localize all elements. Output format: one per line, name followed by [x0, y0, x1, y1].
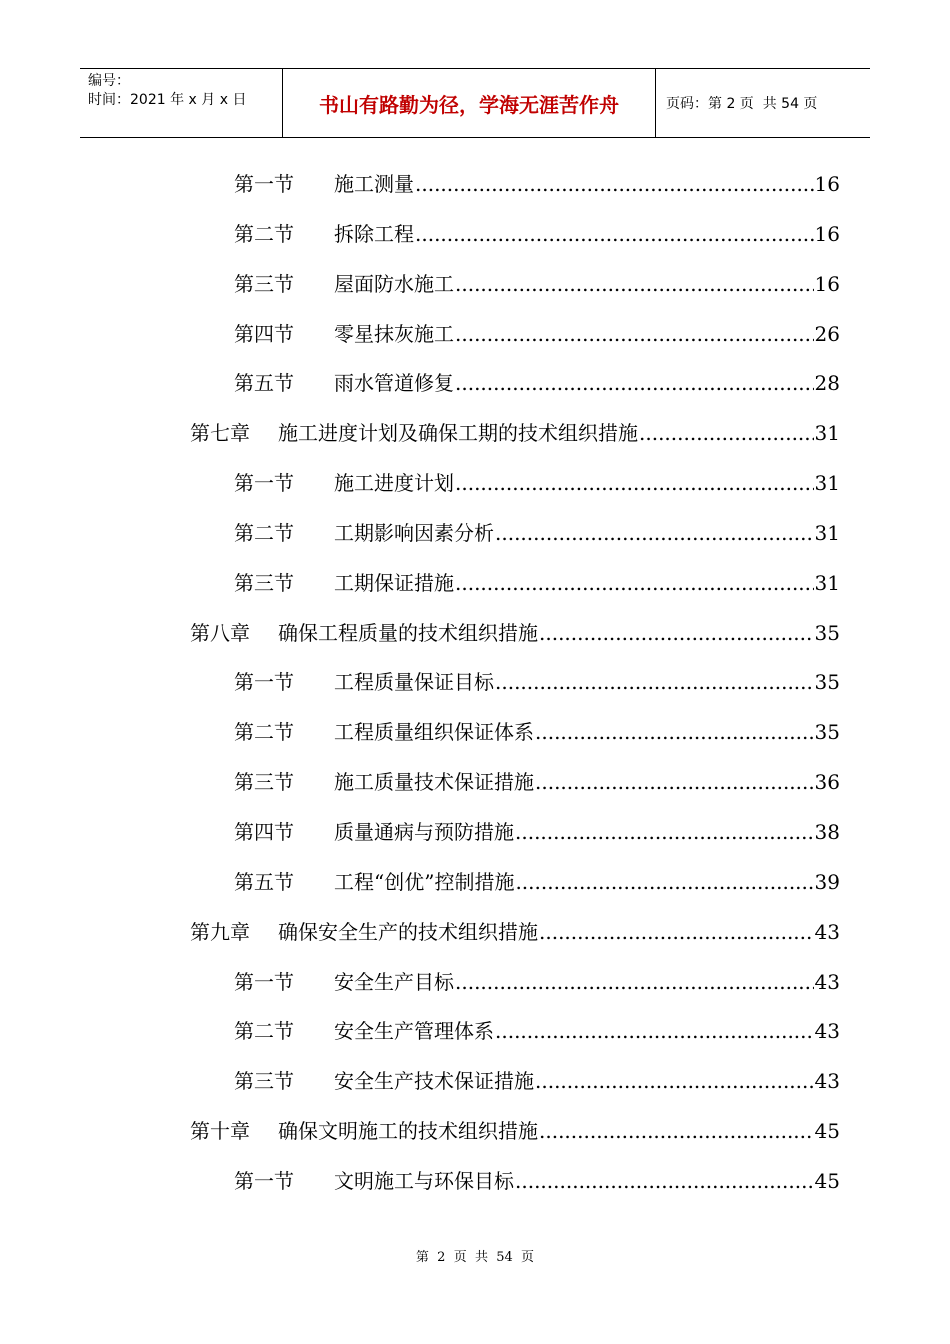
toc-chapter-entry[interactable] — [0, 1112, 950, 1162]
motto-text: 书山有路勤为径，学海无涯苦作舟 — [319, 92, 619, 117]
toc-entry-title: 施工测量 — [334, 172, 414, 196]
toc-entry-number: 第二节 — [234, 720, 294, 745]
number-label: 编号： — [88, 73, 130, 89]
toc-entry-page: 28 — [814, 371, 840, 396]
toc-entry-line — [234, 321, 840, 347]
toc-dot-leader — [495, 520, 814, 546]
toc-entry-title: 工期保证措施 — [334, 570, 454, 595]
toc-entry-page: 36 — [814, 770, 840, 795]
toc-entry-page: 31 — [814, 570, 840, 595]
toc-entry-title: 工程“创优”控制措施 — [334, 869, 515, 894]
toc-entry-page: 26 — [814, 321, 840, 346]
toc-entry-number: 第三节 — [234, 1069, 294, 1094]
toc-chapter-entry[interactable] — [0, 913, 950, 963]
toc-entry-number: 第五节 — [234, 869, 294, 894]
toc-entry-number: 第三节 — [234, 271, 294, 296]
toc-dot-leader — [539, 620, 814, 646]
toc-entry-number: 第一节 — [234, 471, 294, 496]
toc-entry-number: 第四节 — [234, 819, 294, 844]
toc-entry-line — [234, 171, 840, 197]
toc-dot-leader — [515, 1168, 814, 1194]
toc-section-entry[interactable] — [0, 813, 950, 863]
toc-section-entry[interactable] — [0, 265, 950, 315]
toc-section-entry[interactable] — [0, 1162, 950, 1212]
date-label: 时间：2021 年 x 月 x 日 — [88, 92, 247, 108]
toc-entry-title: 安全生产管理体系 — [334, 1019, 494, 1044]
table-of-contents — [0, 165, 950, 1212]
toc-entry-line — [234, 719, 840, 745]
toc-dot-leader — [455, 470, 814, 496]
header-page-info — [656, 69, 870, 137]
toc-entry-page: 43 — [814, 1069, 840, 1094]
toc-dot-leader — [535, 1068, 814, 1094]
toc-entry-page: 16 — [814, 271, 840, 296]
toc-entry-number: 第五节 — [234, 371, 294, 396]
toc-entry-line — [234, 271, 840, 297]
toc-section-entry[interactable] — [0, 315, 950, 365]
toc-dot-leader — [455, 370, 814, 396]
toc-entry-title: 工程质量组织保证体系 — [334, 720, 534, 745]
toc-entry-line — [234, 969, 840, 995]
toc-dot-leader — [535, 719, 814, 745]
toc-entry-page: 16 — [814, 172, 840, 196]
toc-dot-leader — [515, 819, 814, 845]
toc-entry-line — [234, 1168, 840, 1194]
toc-dot-leader — [455, 271, 814, 297]
toc-entry-title: 质量通病与预防措施 — [334, 819, 514, 844]
toc-entry-title: 安全生产目标 — [334, 969, 454, 994]
document-header — [80, 68, 870, 138]
toc-dot-leader — [539, 1118, 814, 1144]
toc-dot-leader — [639, 420, 814, 446]
toc-entry-line — [234, 570, 840, 596]
toc-section-entry[interactable] — [0, 763, 950, 813]
toc-entry-title: 屋面防水施工 — [334, 271, 454, 296]
toc-entry-title: 施工进度计划 — [334, 471, 454, 496]
toc-entry-line — [234, 221, 840, 247]
toc-entry-line — [190, 919, 840, 945]
toc-entry-page: 35 — [814, 670, 840, 695]
toc-entry-number: 第二节 — [234, 221, 294, 246]
toc-entry-title: 确保安全生产的技术组织措施 — [278, 919, 538, 944]
header-motto — [282, 69, 656, 137]
toc-entry-line — [190, 620, 840, 646]
toc-entry-line — [234, 669, 840, 695]
toc-entry-number: 第二节 — [234, 520, 294, 545]
toc-section-entry[interactable] — [0, 514, 950, 564]
toc-entry-title: 工程质量保证目标 — [334, 670, 494, 695]
toc-section-entry[interactable] — [0, 1062, 950, 1112]
toc-entry-line — [234, 470, 840, 496]
toc-entry-title: 零星抹灰施工 — [334, 321, 454, 346]
toc-dot-leader — [455, 969, 814, 995]
page-info-text: 页码：第 2 页 共 54 页 — [666, 96, 818, 112]
toc-entry-title: 拆除工程 — [334, 221, 414, 246]
toc-entry-title: 文明施工与环保目标 — [334, 1168, 514, 1193]
toc-dot-leader — [415, 221, 814, 247]
toc-section-entry[interactable] — [0, 564, 950, 614]
toc-entry-title: 雨水管道修复 — [334, 371, 454, 396]
toc-entry-line — [234, 869, 840, 895]
toc-entry-line — [234, 769, 840, 795]
toc-entry-page: 43 — [814, 1019, 840, 1044]
toc-entry-number: 第一节 — [234, 670, 294, 695]
toc-dot-leader — [515, 869, 813, 895]
toc-entry-line — [234, 370, 840, 396]
toc-chapter-entry[interactable] — [0, 614, 950, 664]
toc-section-entry[interactable] — [0, 963, 950, 1013]
toc-entry-page: 45 — [814, 1168, 840, 1193]
toc-entry-page: 39 — [814, 869, 840, 894]
toc-section-entry[interactable] — [0, 713, 950, 763]
toc-entry-number: 第九章 — [190, 919, 250, 944]
toc-dot-leader — [535, 769, 814, 795]
toc-entry-line — [190, 420, 840, 446]
toc-dot-leader — [455, 321, 814, 347]
toc-entry-page: 31 — [814, 421, 840, 446]
toc-entry-title: 安全生产技术保证措施 — [334, 1069, 534, 1094]
toc-section-entry[interactable] — [0, 464, 950, 514]
toc-entry-line — [234, 1018, 840, 1044]
toc-section-entry[interactable] — [0, 663, 950, 713]
toc-section-entry[interactable] — [0, 364, 950, 414]
toc-entry-line — [234, 819, 840, 845]
toc-entry-number: 第一节 — [234, 172, 294, 196]
toc-dot-leader — [495, 669, 814, 695]
toc-dot-leader — [455, 570, 814, 596]
toc-entry-line — [234, 1068, 840, 1094]
toc-chapter-entry[interactable] — [0, 414, 950, 464]
toc-section-entry[interactable] — [0, 863, 950, 913]
toc-entry-page: 38 — [814, 819, 840, 844]
toc-entry-title: 确保文明施工的技术组织措施 — [278, 1119, 538, 1144]
toc-entry-page: 31 — [814, 520, 840, 545]
toc-dot-leader — [495, 1018, 814, 1044]
toc-entry-title: 施工质量技术保证措施 — [334, 770, 534, 795]
footer-page-number: 第 2 页 共 54 页 — [415, 1250, 535, 1265]
toc-entry-page: 43 — [814, 919, 840, 944]
toc-entry-number: 第一节 — [234, 1168, 294, 1193]
toc-entry-number: 第二节 — [234, 1019, 294, 1044]
toc-entry-title: 确保工程质量的技术组织措施 — [278, 620, 538, 645]
toc-section-entry[interactable] — [0, 165, 950, 215]
toc-entry-line — [234, 520, 840, 546]
toc-entry-title: 工期影响因素分析 — [334, 520, 494, 545]
toc-entry-page: 35 — [814, 620, 840, 645]
header-meta — [80, 69, 282, 137]
toc-dot-leader — [539, 919, 814, 945]
toc-section-entry[interactable] — [0, 1012, 950, 1062]
toc-entry-page: 45 — [814, 1119, 840, 1144]
toc-section-entry[interactable] — [0, 215, 950, 265]
toc-entry-page: 43 — [814, 969, 840, 994]
toc-entry-line — [190, 1118, 840, 1144]
toc-entry-page: 31 — [814, 471, 840, 496]
toc-dot-leader — [415, 171, 814, 197]
toc-entry-title: 施工进度计划及确保工期的技术组织措施 — [278, 421, 638, 446]
page-footer — [0, 1246, 950, 1265]
toc-entry-number: 第三节 — [234, 570, 294, 595]
toc-entry-number: 第四节 — [234, 321, 294, 346]
toc-entry-page: 35 — [814, 720, 840, 745]
toc-entry-number: 第三节 — [234, 770, 294, 795]
toc-entry-page: 16 — [814, 221, 840, 246]
toc-entry-number: 第七章 — [190, 421, 250, 446]
toc-entry-number: 第十章 — [190, 1119, 250, 1144]
toc-entry-number: 第八章 — [190, 620, 250, 645]
toc-entry-number: 第一节 — [234, 969, 294, 994]
